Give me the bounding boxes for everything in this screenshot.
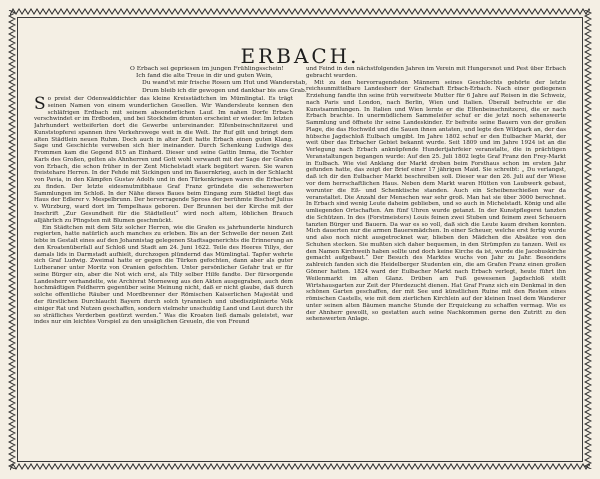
paragraph: und Feind in den nächstfolgenden Jahren im Verein mit Hungersnot und Pest über Erbach gebracht wurden. [306,66,566,79]
paragraph: Mit zu den hervorragendsten Männern seines Geschlechts gehörte der letzte reichsunmittelbare Landesherr der Grafschaft Erbach-Erbach. Nach einer gediegenen Erziehung fandte ihn seine früh verwitwete Mutter für 6 Jahre auf Reisen in die Schweiz, nach Paris und London, nach Berlin, Wien und Italien. Überall befruchte er die Kunstsammlungen. In Italien und Wien lernte er die Elfenbeinschnitzerei, die er nach Erbach brachte. In unermüdlichem Sammeleifer schuf er die jetzt noch sehenswerte Sammlung und öffnete ihr seine Landeskinder. Er befreite seine Bauern von der großen Plage, die das Hochwild und die Sauen ihnen antaten, und legte den Wildpark an, der das hübsche Jagdschloß Eulbach umgibt. Im Jahre 1802 schuf er den Eulbacher Markt, der weit über das Erbacher Gebiet bekannt wurde. Seit 1809 und im Jahre 1924 ist an die Verlegung nach Erbach anknüpfende Hundertjahrfeier veranstalte, die in prächtigen Veranstaltungen begangen wurde: Auf den 25. Juli 1802 legte Graf Franz den Frey-Markt in Eulbach. Wie viel Anklang der Markt droben beim Forsthaus schon im ersten Jahr gefunden hatte, das zeigt der Brief einer 17 jährigen Maid. Sie schreibt: „ Du verlangst, daß ich dir den Eulbacher Markt beschreiben soll. Dieser war den 26. Juli auf der Wiese vor dem herrschaftlichen Haus. Neben dem Markt waren Hütten von Laubwerk gebaut, worunter die Eß- und Schenktische standen. Auch ein Scheibenschießen war da veranstaltet. Die Anzahl der Menschen war sehr groß. Man hat sie über 3000 berechnet. In Erbach sind wenig Leute daheim geblieben, und so auch in Michelstadt. König und alle umliegenden Ortschaften. Am fünf Uhren wurde getanzt. In der Kunstpflegerei tanzten die Schützen. In des (Forstmeisters) Louis feinen zwei Stuben und feinem zwei Scheuern tanzten Bürger und Bauern. Da war es so voll, daß sich die Leute kaum drehen konnten. Mich dauerten nur die armen Bauersmädchen. In einer Scheuer, welche erst fertig wurde und also noch nicht ausgetrocknet war, blieben den Mädchen die Absätze von den Schuhen stecken. Sie mußten sich daher bequemen, in den Strümpfen zu tanzen. Weil es den Namen Kirchweih haben sollte und doch keine Kirche da ist, wurde die Jacobuskirche gemacht aufgebaut.“ Der Besuch des Marktes wuchs von Jahr zu Jahr. Besonders zahlreich fanden sich die Heidelberger Studenten ein, die am Grafen Franz einen großen Gönner hatten. 1824 ward der Eulbacher Markt nach Erbach verlegt, heute führt ihn Weilenmarkt im alten Glanz. Drüben am Fuß gewesenen Jagdschloß stellt Wirtshausgarten zur Zeit der Pferdezucht dienen. Hat Graf Franz sich ein Denkmal in den schönen Garten geschaffen, der mit See und künstlichen Ruine mit den Resten eines römischen Castells, wie mit dem zierlichen Kirchlein auf der kleinen Insel dem Wanderer unter seinen alten Bäumen manche Stunde der Erquickung zu schaffen vermag. Wie es der Ahnherr gewollt, so gestatten auch seine Nachkommen gerne den Zutritt zu den sehenswerten Anlage. [306,79,566,323]
poem-line: O Erbach sei gepriesen im jungen Frühlingsschein! [130,66,284,72]
drop-cap: S [34,96,46,114]
zigzag-border-left [8,10,16,469]
poem-line: Drum bleib ich dir gewogen und dankbar bis ans Grab. [142,87,307,94]
right-column [306,66,566,456]
page-title: ERBACH. [240,44,360,68]
paragraph-text: o preist der Odenwalddichter das kleine Kreisstädtchen im Mümlingtal. Es trägt seinen Namen von einem wunderlichen Gesellen. Wir Wandersleute kennen den schläfrigen Erdbach mit seinem absonderlichen Lauf. Im nahen Dorfe Erbach verschwindet er im Erdboden, und bei Stockheim drunten erscheint er wieder. Im letzten Jahrhundert wetteiferten dort die Gewerbe untereinander. Elfenbeinschnitzerei und Kunststopferei spannen ihre Verkehrswege weit in die Welt. Ihr Ruf gilt und bringt dem alten Städtlein neuen Ruhm. Doch auch in alter Zeit hatte Erbach einen guten Klang. Sage und Geschichte verweben sich hier ineinander. Durch Schenkung Ludwigs des Frommen kam die Gegend 815 an Einhard. Dieser und seine Gattin Imma, die Tochter Karls des Großen, gelten als Ahnherren und Gott wohl verwandt mit der Sage der Grafen von Erbach, die schon früher in der Zent Michelstadt stark begütert waren. Sie waren freistehare Herren. In der Fehde mit Sickingen und im Bauernkrieg, auch in der Schlacht von Pavia, in den Kämpfen Gustav Adolfs und in den Türkenkriegen waren die Erbacher zu finden. Der letzte eidesmutmitbhaue Graf Franz gründete die sehenswerten Sammlungen im Schloß. In der Nähe dieses Baues beim Eingang zum Städtel liegt das Haus der Edlerer v. Mespelbrunn. Der hervorragende Spross der berühmte Bischof Julius v. Würzburg, ward dort im Tempelhaus geboren. Der Brunnen bei der Kirche mit der Inschrift „Zur Gesundheit für die Städtelleut“ wird noch altem, löblichen Brauch alljährlich zu Pfingsten mit Blumen geschmückt. [34,96,293,224]
poem-line: Du wand'st mir frische Rosen um Hut und Wanderstab, [142,80,308,87]
paragraph [34,96,293,225]
poem-epigraph [130,66,325,95]
zigzag-border-top [10,8,590,16]
poem-line: Ich fand die alte Treue in dir und guten Wein, [136,73,273,80]
left-column [34,96,293,456]
zigzag-border-right [584,10,592,469]
paragraph: Ein Städtchen mit dem Sitz solcher Herren, wie die Grafen es jahrhunderte hindurch regierten, hatte natürlich auch manches zu erleben. Bis an der Schwelle der neuen Zeit lebte in Gestalt eines auf den Johannistag gelegenen Stadtsagenerichts die Erinnerung an den Kroatenüberfall auf Schloß und Stadt am 24. Juni 1622. Teile des Heeres Tillys, der damals lids in Darmstadt aufhielt, durchzogen plündernd das Mümlingtal. Tapfer wehrte sich Graf Ludwig. Zweimal hatte er gegen die Türken gefochten, dann aber als guter Lutheraner unter Moritz von Oranien gefochten. Unter persönlicher Gefahr trat er für seine Bürger ein, aber die Not wich erst, als Tilly selber Hilfe fandte. Der fürsorgende Landesherr verhandelte, wie Archivrat Morneweg aus den Akten ausgegraben, auch dem hochmädtigen Feldherrn gegenüber seine Meinung nicht, daß er nicht glaube, daß durch solche offentliche Räuber und Mordbrenner der Römischen Kaiserlichen Majestät und der fürstlichen Durchlaucht Bayern durch solch tyrannisch und ubedisziplinierte Volk einiger Rat und Nutzen geschaffen, sondern vielmehr unschuldig Land und Leut durch ihr so sträfliches Verderben gestürzt werden.“ Was die Kroaten ließ damals geleistet, war indes nur ein leichtes Vorspiel zu den unsäglichen Greueln, die von Freund [34,224,293,326]
zigzag-border-bottom [10,463,590,471]
